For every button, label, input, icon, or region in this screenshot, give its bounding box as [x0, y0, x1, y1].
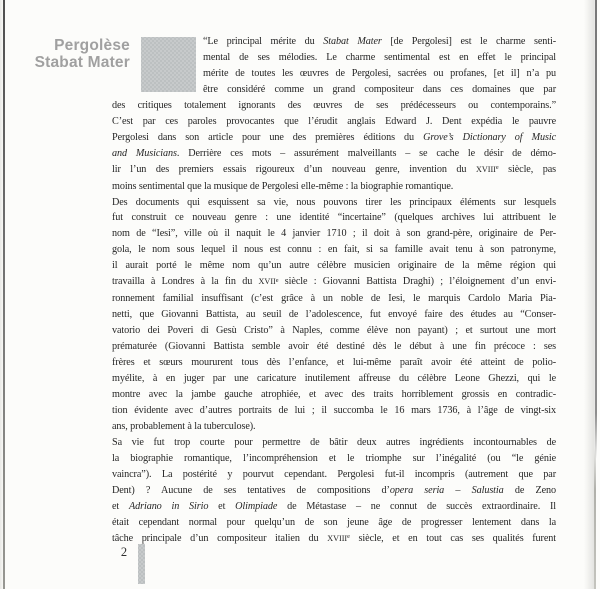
text-line: and Musicians. Derrière ces mots – assurément malveillants – se cache le désir de démo- — [112, 147, 556, 159]
text-line: prématurée (Giovanni Battista semble avoir été destiné dès le début à une fin précoce : ses — [112, 341, 556, 353]
paragraph — [112, 195, 556, 435]
text-line: netti, que Giovanni Battista, au seuil de l’adolescence, fut envoyé faire des études au “Conser- — [112, 309, 556, 321]
text-line: tion évidente avec d’autres portraits de lui ; il succomba le 16 mars 1736, à l’âge de vingt-six — [112, 404, 556, 416]
text-line: la biographie romantique, l’incompréhension et le triomphe sur l’inégalité (ou “le génie — [112, 452, 556, 464]
text-line: lir l’un des premiers essais rigoureux d’un nouveau genre, invention du XVIIIe siècle, pas — [112, 163, 556, 175]
text-line: gola, le nom sous lequel il nous est connu : en fait, si sa famille avait tenu à son patronyme, — [112, 244, 556, 256]
page-right-edge-line-lower — [594, 448, 596, 589]
text-line: moins sentimental que la musique de Pergolesi elle-même : la biographie romantique. — [112, 180, 454, 192]
text-line: était cependant normal pour quelqu’un de son jeune âge de progresser lentement dans la — [112, 516, 556, 528]
page-right-edge-line — [595, 0, 597, 459]
quote-indent-spacer — [112, 34, 203, 94]
text-line: ans, probablement à la tuberculose). — [112, 420, 256, 432]
composer-title: Pergolèse — [54, 37, 130, 54]
work-title: Stabat Mater — [34, 54, 130, 71]
text-line: il aurait porté le même nom qu’un autre célèbre musicien originaire de la même région qui — [112, 260, 556, 272]
text-line: myélite, à en juger par une caricature inutilement affreuse du célèbre Leone Ghezzi, qui le — [112, 373, 556, 385]
text-line: mental de ses mélodies. Le charme sentimental est en effet le principal — [203, 51, 556, 63]
paragraph — [112, 435, 556, 548]
text-line: Sa vie fut trop courte pour permettre de bâtir deux autres ingrédients incontournables de — [112, 436, 556, 448]
text-line: “Le principal mérite du Stabat Mater [de Pergolesi] est le charme senti- — [203, 36, 556, 47]
text-line: Des documents qui esquissent sa vie, nous pouvons tirer les principaux éléments sur lesquels — [112, 196, 556, 208]
page-left-edge-line — [3, 0, 5, 589]
text-line: fut construit ce nouveau genre : une identité “incertaine” (quelques archives lui attribuent le — [112, 212, 556, 224]
text-line: et Adriano in Sirio et Olimpiade de Métastase – ne connut de succès extraordinaire. Il — [112, 500, 557, 512]
text-line: nom de “Iesi”, ville où il naquit le 4 janvier 1710 ; il doit à son grand-père, originaire de Per- — [112, 228, 556, 240]
text-line: vaincra”). La postérité y pourvut cependant. Pergolesi fut-il incompris (autrement que par — [112, 468, 556, 480]
decorative-gray-square — [141, 37, 196, 92]
text-line: des critiques totalement ignorants des œuvres de ses prédécesseurs ou contemporains.” — [112, 99, 556, 111]
text-line: mérite de toutes les œuvres de Pergolesi, sacrées ou profanes, [et il] n’a pu — [203, 67, 556, 79]
text-line: être considéré comme un grand compositeur dans ces domaines que par — [203, 83, 556, 95]
text-line: Dent) ? Aucune de ses tentatives de compositions d’opera seria – Salustia de Zeno — [112, 484, 557, 496]
text-line: montre avec la jambe gauche atrophiée, et avec des traits horriblement grossis en contradic- — [112, 388, 556, 400]
text-line: travailla à Londres à la fin du XVIIe siècle : Giovanni Battista Draghi) ; l’éloignement d’un envi- — [112, 276, 556, 288]
article-text — [112, 34, 556, 548]
page-number: 2 — [120, 545, 128, 559]
text-line: tâche principale d’un compositeur italien du XVIIIe siècle, et en tout cas ses qualités furent — [112, 532, 556, 544]
text-line: vatorio dei Poveri di Gesù Cristo” à Naples, comme élève non payant) ; et surtout une mort — [112, 325, 556, 337]
text-line: Pergolesi dans son article pour une des premières éditions du Grove’s Dictionary of Music — [112, 131, 556, 143]
text-line: C’est par ces paroles provocantes que l’érudit anglais Edward J. Dent expédia le pauvre — [112, 115, 556, 127]
page-number-rule — [138, 544, 145, 584]
text-line: frères et sœurs moururent tous dès l’enfance, et lui-même paraît avoir été atteint de polio- — [112, 357, 556, 369]
text-line: ronnement familial insuffisant (c’est grâce à un noble de Iesi, le marquis Cardolo Maria Pia- — [112, 293, 556, 305]
